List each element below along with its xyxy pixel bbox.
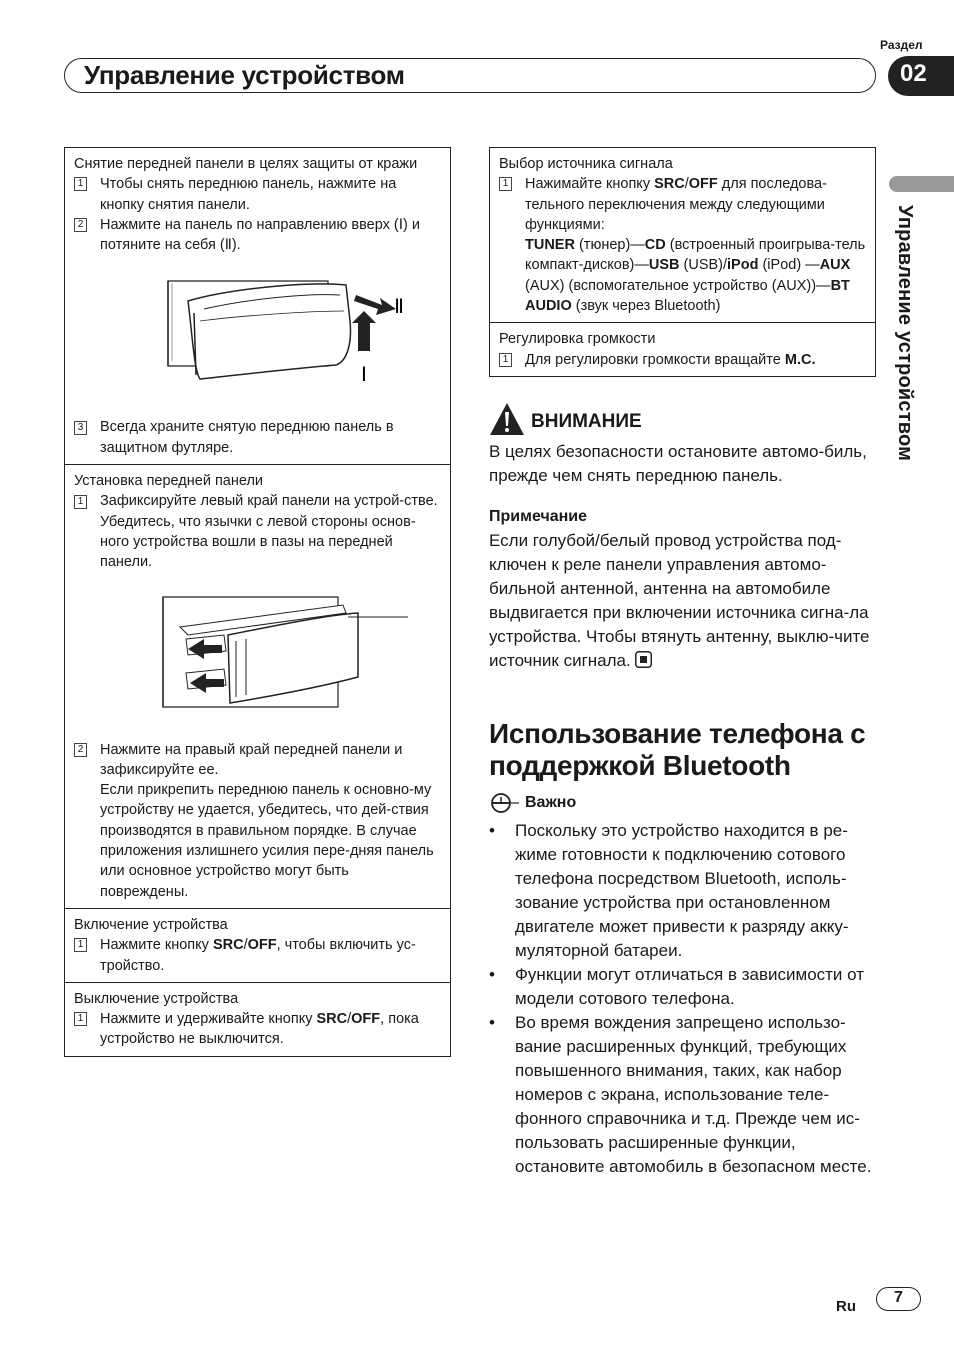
attach-panel-cell — [65, 465, 450, 909]
warning-triangle-icon — [489, 401, 525, 437]
note-text: Если голубой/белый провод устройства под-ключен к реле панели управления автомо-бильной антенной, антенна на автомобиле выдвигается при включении источника сигна-ла устройства. Чтобы втянуть антенну, выклю-чите источник сигнала. — [489, 531, 870, 670]
step-number: 1 — [74, 938, 87, 952]
attach-step-1 — [74, 491, 441, 572]
page-number: 7 — [876, 1287, 921, 1311]
end-mark-icon — [635, 651, 652, 668]
step-note: Убедитесь, что язычки с левой стороны основ-ного устройства вошли в пазы на передней панели. — [100, 513, 416, 571]
caution-block — [489, 398, 879, 673]
power-off-title: Выключение устройства — [74, 990, 239, 1007]
step-text: Нажмите на правый край передней панели и зафиксируйте ее. — [100, 741, 403, 778]
step-text: Зафиксируйте левый край панели на устрой-стве. — [100, 493, 438, 510]
step-note: Если прикрепить переднюю панель к основно-му устройству не удается, убедитесь, что дей-ствия производятся в правильном порядке. В случае приложения излишнего усилия пере-дняя панель или основное устройство могут быть повреждены. — [100, 782, 434, 900]
list-item: • Во время вождения запрещено использо-вание расширенных функций, требующих повышенного внимания, таких, как набор номеров с экрана, использование теле-фонного справочника и т.д. Прежде чем ис-пользовать расширенные функции, остановите автомобиль в безопасном месте. — [489, 1011, 879, 1179]
page-title: Управление устройством — [84, 60, 405, 90]
important-label: Важно — [489, 792, 576, 814]
side-tab-marker — [889, 176, 954, 192]
remove-panel-illustration — [108, 261, 408, 411]
section-label: Раздел — [880, 38, 923, 52]
volume-title: Регулировка громкости — [499, 331, 656, 348]
remove-step-1 — [74, 174, 441, 215]
step-number: 1 — [74, 1012, 87, 1026]
mc-control-label: M.C. — [784, 351, 816, 368]
section-number-badge: 02 — [888, 56, 954, 96]
power-on-step — [74, 935, 441, 976]
important-icon — [489, 792, 521, 814]
note-title: Примечание — [489, 508, 588, 525]
step-number: 1 — [74, 495, 87, 509]
remove-panel-cell — [65, 148, 450, 465]
figure-label-ii: Ⅱ — [393, 296, 404, 319]
source-select-cell — [490, 148, 875, 323]
step-number: 3 — [74, 421, 87, 435]
figure-label-i: Ⅰ — [360, 364, 367, 387]
volume-cell — [490, 323, 875, 376]
source-select-title: Выбор источника сигнала — [499, 156, 673, 172]
volume-step — [499, 350, 866, 370]
step-text: Нажимайте кнопку SRC/OFF для последова-тельного переключения между следующими функциями: TUNER (тюнер)—CD (встроенный проигрыва-тель компакт-дисков)—USB (USB)/iPod (iPod) —AUX (AUX) (вспомогательное устройство (AUX))—BT AUDIO (звук через Bluetooth) — [525, 176, 866, 315]
step-text: Чтобы снять переднюю панель, нажмите на кнопку снятия панели. — [100, 176, 397, 213]
step-number: 2 — [74, 218, 87, 232]
attach-panel-illustration — [108, 587, 408, 732]
remove-panel-title: Снятие передней панели в целях защиты от кражи — [74, 156, 418, 172]
power-on-title: Включение устройства — [74, 916, 228, 933]
right-instruction-table — [489, 147, 876, 377]
src-button-label: SRC — [212, 937, 244, 954]
power-off-cell — [65, 983, 450, 1056]
bluetooth-section-heading: Использование телефона с поддержкой Bluetooth — [489, 718, 866, 781]
attach-step-2 — [74, 740, 441, 902]
power-on-cell — [65, 909, 450, 983]
off-button-label: OFF — [351, 1011, 381, 1028]
step-number: 1 — [74, 177, 87, 191]
step-text: Для регулировки громкости вращайте M.C. — [525, 351, 816, 368]
step-number: 2 — [74, 743, 87, 757]
step-number: 1 — [499, 177, 512, 191]
list-item: • Поскольку это устройство находится в ре-жиме готовности к подключению сотового телефона посредством Bluetooth, исполь-зование устройства при остановленном двигателе может привести к разряду акку-муляторной батареи. — [489, 819, 879, 963]
power-off-step — [74, 1009, 441, 1050]
step-text: Всегда храните снятую переднюю панель в защитном футляре. — [100, 419, 394, 456]
step-text: Нажмите и удерживайте кнопку SRC/OFF, пока устройство не выключится. — [100, 1011, 419, 1048]
step-text: Нажмите кнопку SRC/OFF, чтобы включить ус-тройство. — [100, 937, 416, 974]
caution-title: ВНИМАНИЕ — [531, 411, 642, 432]
attach-panel-title: Установка передней панели — [74, 473, 264, 490]
step-text: Нажмите на панель по направлению вверх (Ⅰ) и потяните на себя (Ⅱ). — [100, 216, 420, 254]
list-item: • Функции могут отличаться в зависимости от модели сотового телефона. — [489, 963, 879, 1011]
remove-step-2 — [74, 215, 441, 256]
bluetooth-notes-list — [489, 819, 879, 1179]
off-button-label: OFF — [247, 937, 277, 954]
remove-step-3 — [74, 417, 441, 458]
source-step — [499, 174, 866, 316]
left-instruction-table — [64, 147, 451, 1057]
caution-text: В целях безопасности остановите автомо-биль, прежде чем снять переднюю панель. — [489, 442, 867, 485]
step-number: 1 — [499, 353, 512, 367]
src-button-label: SRC — [316, 1011, 348, 1028]
side-tab-title: Управление устройством — [894, 205, 916, 462]
language-code: Ru — [836, 1298, 856, 1315]
